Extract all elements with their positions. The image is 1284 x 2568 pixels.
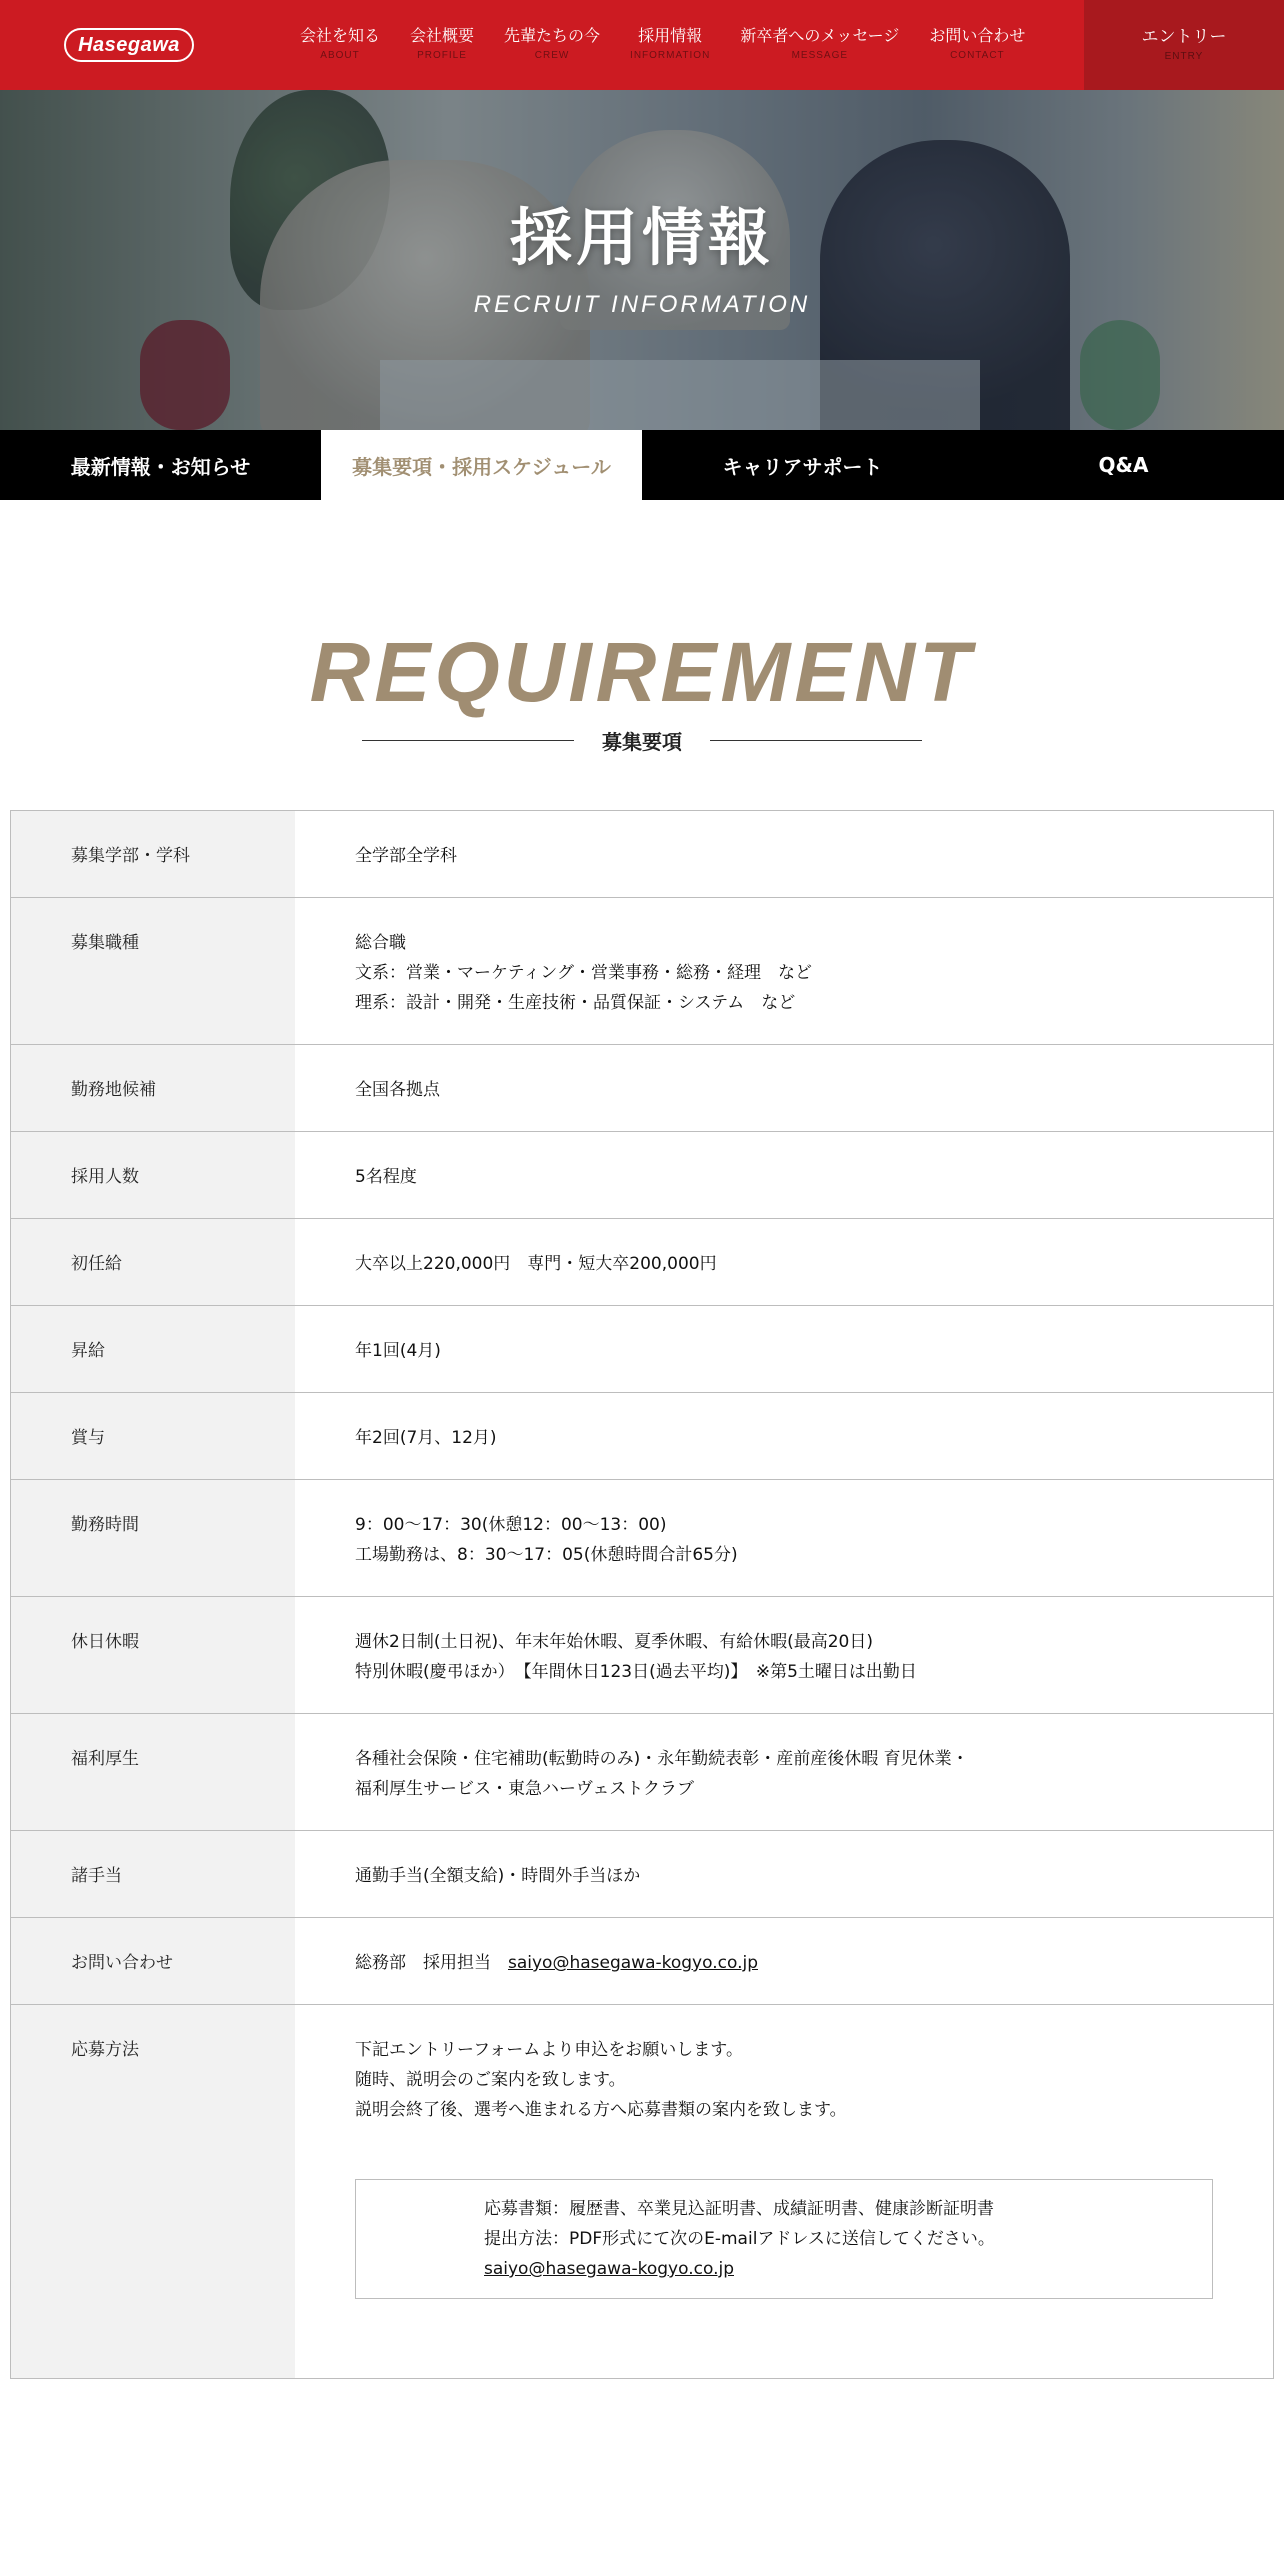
table-row [11, 2005, 1273, 2379]
row-value [295, 1597, 1273, 1713]
table-row [11, 1714, 1273, 1831]
value-line: 大卒以上220,000円 専門・短大卒200,000円 [355, 1254, 717, 1274]
nav-sublabel: CONTACT [950, 50, 1005, 61]
nav-label: 会社概要 [410, 26, 475, 45]
value-line: 週休2日制(土日祝)、年末年始休暇、夏季休暇、有給休暇(最高20日) [355, 1632, 873, 1652]
value-line: 総合職 [355, 933, 406, 953]
application-details-box [355, 2179, 1213, 2299]
row-label: 賞与 [11, 1393, 295, 1479]
row-value [295, 1480, 1273, 1596]
row-value [295, 1132, 1273, 1218]
nav-label: 新卒者へのメッセージ [740, 26, 900, 45]
value-line: 福利厚生サービス・東急ハーヴェストクラブ [355, 1779, 694, 1799]
value-line: 理系：設計・開発・生産技術・品質保証・システム など [355, 993, 796, 1013]
entry-sublabel: ENTRY [1164, 51, 1204, 62]
nav-sublabel: PROFILE [417, 50, 467, 61]
row-label: 採用人数 [11, 1132, 295, 1218]
row-label: 募集学部・学科 [11, 811, 295, 897]
nav-label: 先輩たちの今 [504, 26, 601, 45]
value-line: 文系：営業・マーケティング・営業事務・総務・経理 など [355, 963, 812, 983]
section-title-en: REQUIREMENT [309, 625, 975, 719]
row-value [295, 898, 1273, 1044]
tab-career-support[interactable]: キャリアサポート [722, 454, 883, 479]
row-value [295, 1306, 1273, 1392]
row-value [295, 1918, 1273, 2004]
page-subtitle: RECRUIT INFORMATION [473, 291, 811, 318]
nav-item-profile[interactable] [410, 24, 474, 74]
site-header [0, 0, 1284, 90]
nav-label: 採用情報 [638, 26, 703, 45]
row-value [295, 1045, 1273, 1131]
row-label: 福利厚生 [11, 1714, 295, 1830]
nav-item-crew[interactable] [504, 24, 600, 74]
section-tabs [0, 430, 1284, 500]
section-title-jp-wrap [362, 724, 922, 756]
value-line: 特別休暇(慶弔ほか） 【年間休日123日(過去平均)】 ※第5土曜日は出勤日 [355, 1662, 917, 1682]
value-line: 年2回(7月、12月) [355, 1428, 497, 1448]
table-row [11, 811, 1273, 898]
row-label: 募集職種 [11, 898, 295, 1044]
table-row [11, 1597, 1273, 1714]
section-title-jp: 募集要項 [602, 729, 682, 754]
value-line: 5名程度 [355, 1167, 417, 1187]
nav-item-about[interactable] [300, 24, 380, 74]
table-row [11, 1306, 1273, 1393]
row-label: 勤務時間 [11, 1480, 295, 1596]
nav-item-information[interactable] [630, 24, 710, 74]
value-line: 下記エントリーフォームより申込をお願いします。 [355, 2040, 743, 2060]
tab-requirements[interactable]: 募集要項・採用スケジュール [321, 430, 642, 500]
table-row [11, 898, 1273, 1045]
value-line: 全学部全学科 [355, 846, 457, 866]
value-line: 各種社会保険・住宅補助(転勤時のみ)・永年勤続表彰・産前産後休暇 育児休業・ [355, 1749, 969, 1769]
value-line: 年1回(4月) [355, 1341, 441, 1361]
contact-prefix: 総務部 採用担当 [355, 1953, 508, 1973]
divider [710, 740, 922, 741]
hero-banner [0, 90, 1284, 430]
tab-qa[interactable]: Q&A [1098, 453, 1149, 477]
table-row [11, 1831, 1273, 1918]
nav-sublabel: ABOUT [320, 50, 360, 61]
row-value [295, 1219, 1273, 1305]
value-line: 提出方法：PDF形式にて次のE-mailアドレスに送信してください。 [484, 2229, 995, 2249]
value-line: 9：00〜17：30(休憩12：00〜13：00) [355, 1515, 667, 1535]
row-label: 昇給 [11, 1306, 295, 1392]
row-label: お問い合わせ [11, 1918, 295, 2004]
tab-news[interactable]: 最新情報・お知らせ [70, 454, 251, 479]
value-line: 説明会終了後、選考へ進まれる方へ応募書類の案内を致します。 [355, 2100, 847, 2120]
application-email-link[interactable]: saiyo@hasegawa-kogyo.co.jp [484, 2259, 734, 2279]
row-label: 応募方法 [11, 2005, 295, 2378]
row-label: 休日休暇 [11, 1597, 295, 1713]
row-value [295, 1714, 1273, 1830]
nav-sublabel: MESSAGE [791, 50, 849, 61]
nav-item-message[interactable] [740, 24, 899, 74]
nav-sublabel: CREW [534, 50, 570, 61]
row-label: 初任給 [11, 1219, 295, 1305]
table-row [11, 1480, 1273, 1597]
value-line: 通勤手当(全額支給)・時間外手当ほか [355, 1866, 641, 1886]
value-line: 随時、説明会のご案内を致します。 [355, 2070, 626, 2090]
nav-label: お問い合わせ [929, 26, 1026, 45]
nav-item-contact[interactable] [929, 24, 1025, 74]
entry-button[interactable] [1084, 0, 1284, 90]
row-value [295, 1393, 1273, 1479]
nav-label: 会社を知る [300, 26, 381, 45]
entry-label: エントリー [1141, 27, 1227, 47]
requirements-table [10, 810, 1274, 2379]
value-line: 全国各拠点 [355, 1080, 440, 1100]
table-row [11, 1045, 1273, 1132]
table-row [11, 1393, 1273, 1480]
row-value [295, 811, 1273, 897]
table-row [11, 1132, 1273, 1219]
row-label: 勤務地候補 [11, 1045, 295, 1131]
global-nav [300, 24, 1055, 74]
divider [362, 740, 574, 741]
page-title: 採用情報 [509, 201, 774, 274]
hasegawa-logo[interactable]: Hasegawa [64, 28, 194, 62]
contact-email-link[interactable]: saiyo@hasegawa-kogyo.co.jp [508, 1953, 758, 1973]
nav-sublabel: INFORMATION [630, 50, 711, 61]
row-value [295, 2005, 1273, 2378]
value-line: 応募書類：履歴書、卒業見込証明書、成績証明書、健康診断証明書 [484, 2199, 994, 2219]
table-row [11, 1219, 1273, 1306]
table-row [11, 1918, 1273, 2005]
row-value [295, 1831, 1273, 1917]
value-line [355, 1948, 1273, 1978]
row-label: 諸手当 [11, 1831, 295, 1917]
value-line: 工場勤務は、8：30〜17：05(休憩時間合計65分) [355, 1545, 738, 1565]
